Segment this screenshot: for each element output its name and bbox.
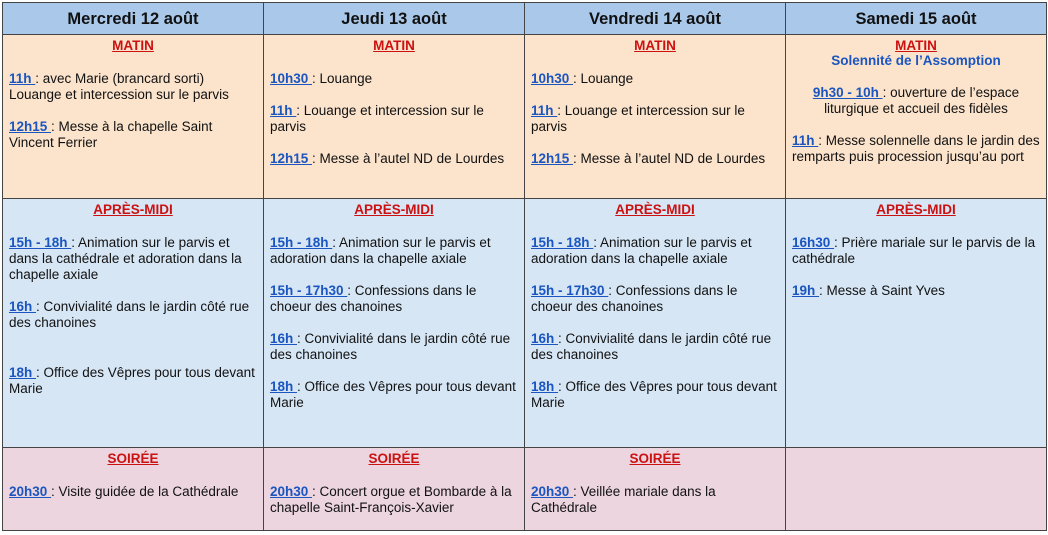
schedule-entry [531, 379, 779, 411]
section-label: MATIN [112, 38, 154, 53]
section-label: MATIN [634, 38, 676, 53]
matin-row [3, 35, 1047, 199]
schedule-entry [270, 71, 518, 87]
entry-text: : Office des Vêpres pour tous devant Marie [270, 379, 516, 410]
schedule-entry [9, 299, 257, 331]
entry-text: : Prière mariale sur le parvis de la cathédrale [792, 235, 1036, 266]
schedule-entry [9, 71, 257, 103]
schedule-entry [531, 331, 779, 363]
time-link[interactable]: 16h [531, 331, 559, 346]
time-link[interactable]: 11h [9, 71, 36, 86]
apres-midi-cell [786, 199, 1047, 448]
entry-text: : Convivialité dans le jardin côté rue des chanoines [9, 299, 250, 330]
time-link[interactable]: 12h15 [531, 151, 574, 166]
day-header: Vendredi 14 août [525, 3, 786, 35]
entry-text: : Louange [573, 71, 634, 86]
section-label: MATIN [895, 38, 937, 53]
section-subtitle: Solennité de l’Assomption [831, 53, 1001, 68]
time-link[interactable]: 18h [270, 379, 298, 394]
schedule-entry [9, 365, 257, 397]
entry-text: : Office des Vêpres pour tous devant Marie [531, 379, 777, 410]
time-link[interactable]: 16h [270, 331, 298, 346]
time-link[interactable]: 11h [270, 103, 297, 118]
time-link[interactable]: 20h30 [270, 484, 313, 499]
schedule-entry [9, 484, 257, 500]
section-label: SOIRÉE [368, 451, 420, 466]
entry-text: : Convivialité dans le jardin côté rue des chanoines [270, 331, 511, 362]
time-link[interactable]: 15h - 18h [9, 235, 72, 250]
soiree-cell [525, 448, 786, 531]
entry-text: : Office des Vêpres pour tous devant Marie [9, 365, 255, 396]
soiree-cell-empty [786, 448, 1047, 531]
matin-cell [786, 35, 1047, 199]
day-header: Jeudi 13 août [264, 3, 525, 35]
time-link[interactable]: 15h - 17h30 [531, 283, 609, 298]
section-label: SOIRÉE [629, 451, 681, 466]
schedule-entry [792, 283, 1040, 299]
apres-midi-cell [3, 199, 264, 448]
section-label: MATIN [373, 38, 415, 53]
time-link[interactable]: 15h - 18h [270, 235, 333, 250]
time-link[interactable]: 20h30 [9, 484, 52, 499]
section-label: APRÈS-MIDI [354, 202, 434, 217]
entry-text: : Animation sur le parvis et adoration dans la chapelle axiale [531, 235, 752, 266]
entry-text: : ouverture de l’espace liturgique et accueil des fidèles [824, 85, 1020, 116]
entry-text: : Messe à l’autel ND de Lourdes [312, 151, 505, 166]
section-label: APRÈS-MIDI [615, 202, 695, 217]
header-row [3, 3, 1047, 35]
matin-cell [525, 35, 786, 199]
schedule-entry [270, 331, 518, 363]
time-link[interactable]: 15h - 18h [531, 235, 594, 250]
time-link[interactable]: 18h [531, 379, 559, 394]
entry-text: : Louange et intercession sur le parvis [270, 103, 484, 134]
schedule-table [2, 2, 1047, 531]
schedule-entry [531, 283, 779, 315]
section-label: APRÈS-MIDI [93, 202, 173, 217]
entry-text: : Confessions dans le choeur des chanoines [270, 283, 477, 314]
day-header: Samedi 15 août [786, 3, 1047, 35]
matin-cell [3, 35, 264, 199]
entry-text: : Visite guidée de la Cathédrale [51, 484, 239, 499]
entry-text: : Louange et intercession sur le parvis [531, 103, 745, 134]
time-link[interactable]: 12h15 [9, 119, 52, 134]
schedule-entry [531, 484, 779, 516]
time-link[interactable]: 11h [531, 103, 558, 118]
soiree-cell [264, 448, 525, 531]
schedule-entry [531, 151, 779, 167]
entry-text: : Convivialité dans le jardin côté rue des chanoines [531, 331, 772, 362]
entry-text: : Louange [312, 71, 373, 86]
apres-midi-row [3, 199, 1047, 448]
schedule-entry [792, 235, 1040, 267]
entry-text: : Animation sur le parvis et adoration dans la chapelle axiale [270, 235, 491, 266]
schedule-entry [9, 119, 257, 151]
time-link[interactable]: 16h30 [792, 235, 835, 250]
schedule-entry [531, 235, 779, 267]
entry-text: : Messe à l’autel ND de Lourdes [573, 151, 766, 166]
time-link[interactable]: 11h [792, 133, 819, 148]
schedule-entry [270, 151, 518, 167]
section-label: APRÈS-MIDI [876, 202, 956, 217]
schedule-entry [270, 484, 518, 516]
time-link[interactable]: 16h [9, 299, 37, 314]
soiree-row [3, 448, 1047, 531]
schedule-entry [270, 103, 518, 135]
schedule-entry [9, 235, 257, 283]
time-link[interactable]: 10h30 [531, 71, 574, 86]
day-header: Mercredi 12 août [3, 3, 264, 35]
entry-text: : avec Marie (brancard sorti) Louange et intercession sur le parvis [9, 71, 229, 102]
entry-text: : Messe à la chapelle Saint Vincent Ferrier [9, 119, 213, 150]
entry-text: : Messe à Saint Yves [819, 283, 945, 298]
entry-text: : Concert orgue et Bombarde à la chapelle Saint-François-Xavier [270, 484, 512, 515]
time-link[interactable]: 12h15 [270, 151, 313, 166]
time-link[interactable]: 9h30 - 10h [812, 85, 883, 100]
soiree-cell [3, 448, 264, 531]
entry-text: : Messe solennelle dans le jardin des remparts puis procession jusqu’au port [792, 133, 1040, 164]
schedule-entry [270, 379, 518, 411]
apres-midi-cell [525, 199, 786, 448]
entry-text: : Veillée mariale dans la Cathédrale [531, 484, 716, 515]
schedule-entry [792, 133, 1040, 165]
apres-midi-cell [264, 199, 525, 448]
time-link[interactable]: 19h [792, 283, 820, 298]
matin-cell [264, 35, 525, 199]
time-link[interactable]: 20h30 [531, 484, 574, 499]
time-link[interactable]: 10h30 [270, 71, 313, 86]
section-label: SOIRÉE [107, 451, 159, 466]
time-link[interactable]: 18h [9, 365, 37, 380]
time-link[interactable]: 15h - 17h30 [270, 283, 348, 298]
schedule-entry [792, 85, 1040, 117]
schedule-entry [270, 283, 518, 315]
entry-text: : Animation sur le parvis et dans la cathédrale et adoration dans la chapelle axiale [9, 235, 242, 282]
schedule-entry [531, 71, 779, 87]
schedule-entry [531, 103, 779, 135]
entry-text: : Confessions dans le choeur des chanoines [531, 283, 738, 314]
schedule-entry [270, 235, 518, 267]
